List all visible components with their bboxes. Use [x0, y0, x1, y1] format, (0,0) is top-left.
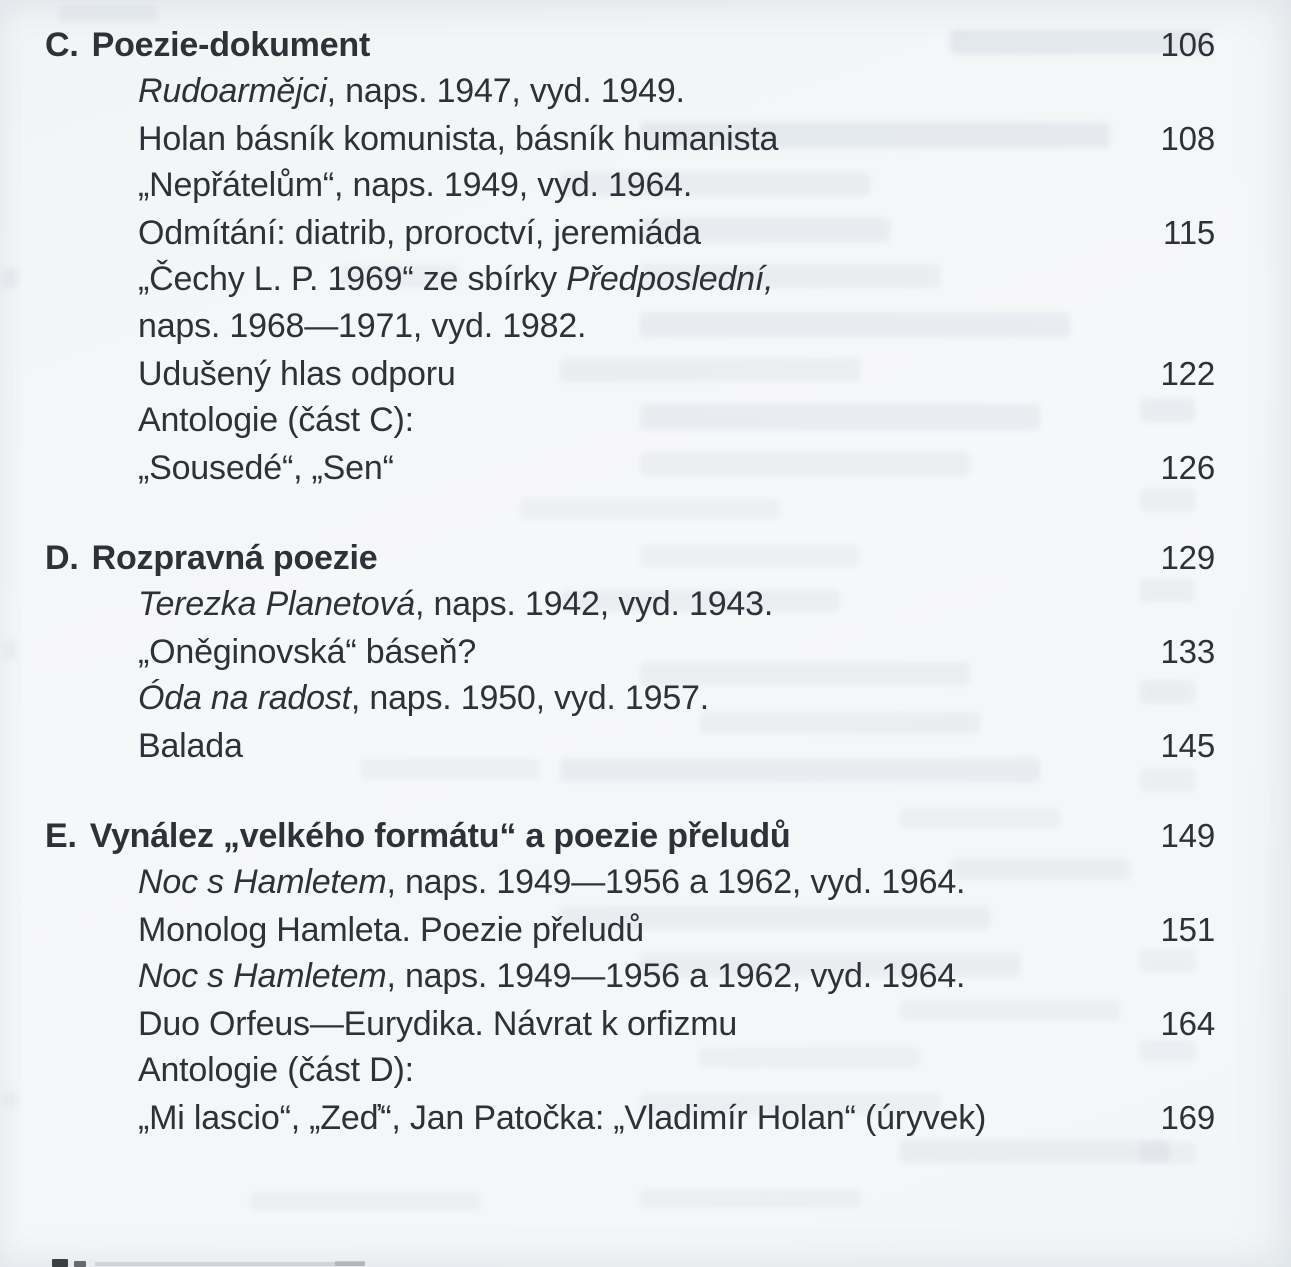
entry-text-segment: Odmítání: diatrib, proroctví, jeremiáda	[138, 214, 701, 252]
entry-text	[45, 907, 1131, 954]
entry-text	[45, 68, 1131, 115]
section-title: Poezie-dokument	[91, 26, 371, 64]
toc-entry	[45, 1047, 1215, 1094]
toc-entry	[45, 906, 1215, 953]
entry-text	[45, 116, 1131, 163]
entry-text	[45, 397, 1131, 444]
entry-text	[45, 351, 1131, 398]
cut-off-text-fragment	[335, 1261, 365, 1266]
section-letter: D.	[45, 539, 79, 577]
section-heading-text	[45, 22, 1131, 69]
page-number: 129	[1160, 539, 1215, 576]
page-number: 145	[1160, 727, 1215, 764]
entry-text-segment: , naps. 1947, vyd. 1949.	[326, 72, 685, 110]
bleed-through-ghost	[900, 1140, 1170, 1162]
page-number: 149	[1160, 817, 1215, 854]
bleed-through-ghost	[1140, 1142, 1195, 1164]
entry-text	[45, 162, 1131, 209]
toc-entry	[45, 444, 1215, 491]
bleed-through-ghost	[2, 640, 18, 660]
entry-text-segment: „Sousedé“, „Sen“	[138, 449, 394, 487]
bleed-through-ghost	[2, 1090, 18, 1110]
page-number: 126	[1160, 449, 1215, 486]
entry-text-segment: Antologie (část D):	[138, 1051, 414, 1089]
bleed-through-ghost	[640, 1190, 860, 1208]
toc-entry	[45, 256, 1215, 303]
toc-entry	[45, 628, 1215, 675]
toc-entry	[45, 350, 1215, 397]
entry-text	[45, 581, 1131, 628]
entry-text-segment: Monolog Hamleta. Poezie přeludů	[138, 911, 644, 949]
section-letter: C.	[45, 26, 79, 64]
page-number: 169	[1160, 1099, 1215, 1136]
entry-text	[45, 675, 1131, 722]
toc-entry	[45, 1000, 1215, 1047]
entry-text-segment: , naps. 1950, vyd. 1957.	[350, 679, 710, 717]
toc-entry	[45, 859, 1215, 906]
cut-off-text-fragment	[95, 1262, 365, 1266]
section-heading	[45, 21, 1215, 68]
bleed-through-ghost	[2, 268, 18, 288]
entry-text-segment: Holan básník komunista, básník humanista	[138, 120, 779, 158]
entry-text-segment: Óda na radost	[138, 679, 351, 717]
toc-entry	[45, 722, 1215, 769]
entry-text-segment: naps. 1968—1971, vyd. 1982.	[138, 307, 587, 345]
toc-section-e	[45, 812, 1215, 1141]
entry-text	[45, 303, 1131, 350]
cut-off-text-fragment	[52, 1259, 68, 1267]
toc-entry	[45, 397, 1215, 444]
entry-text-segment: Antologie (část C):	[138, 401, 414, 439]
entry-text-segment: , naps. 1949—1956 a 1962, vyd. 1964.	[386, 957, 966, 995]
toc	[45, 21, 1215, 1141]
cut-off-text-fragment	[74, 1261, 86, 1267]
entry-text	[45, 210, 1131, 257]
entry-text-segment: Udušený hlas odporu	[138, 355, 456, 393]
entry-text	[45, 445, 1131, 492]
entry-text	[45, 1047, 1131, 1094]
section-heading-text	[45, 535, 1131, 582]
toc-entry	[45, 68, 1215, 115]
section-title: Vynález „velkého formátu“ a poezie přeludů	[89, 817, 791, 855]
bleed-through-ghost	[58, 6, 158, 22]
entry-text	[45, 629, 1131, 676]
entry-text	[45, 1095, 1131, 1142]
entry-text	[45, 1001, 1131, 1048]
entry-text-segment: Duo Orfeus—Eurydika. Návrat k orfizmu	[138, 1005, 738, 1043]
entry-text-segment: , naps. 1942, vyd. 1943.	[414, 585, 774, 623]
section-heading-text	[45, 813, 1131, 860]
entry-text-segment: „Oněginovská“ báseň?	[138, 633, 477, 671]
toc-entry	[45, 581, 1215, 628]
entry-text	[45, 953, 1131, 1000]
entry-text-segment: Noc s Hamletem	[138, 957, 387, 995]
entry-text-segment: , naps. 1949—1956 a 1962, vyd. 1964.	[386, 863, 966, 901]
section-heading	[45, 534, 1215, 581]
entry-text	[45, 859, 1131, 906]
page-number: 106	[1160, 26, 1215, 63]
toc-entry	[45, 303, 1215, 350]
entry-text-segment: „Nepřátelům“, naps. 1949, vyd. 1964.	[138, 166, 693, 204]
page-number: 133	[1160, 633, 1215, 670]
entry-text	[45, 256, 1131, 303]
section-title: Rozpravná poezie	[91, 539, 378, 577]
entry-text-segment: Balada	[138, 727, 243, 765]
toc-entry	[45, 115, 1215, 162]
page-number: 115	[1162, 214, 1215, 251]
entry-text-segment: Rudoarmějci	[138, 72, 327, 110]
entry-text	[45, 723, 1131, 770]
entry-text-segment: „Mi lascio“, „Zeď“, Jan Patočka: „Vladimír Holan“ (úryvek)	[138, 1099, 987, 1137]
section-heading	[45, 812, 1215, 859]
toc-entry	[45, 209, 1215, 256]
toc-entry	[45, 675, 1215, 722]
page-number: 164	[1160, 1005, 1215, 1042]
entry-text-segment: „Čechy L. P. 1969“ ze sbírky	[138, 260, 567, 298]
toc-entry	[45, 162, 1215, 209]
entry-text-segment: Předposlední,	[566, 260, 774, 298]
bleed-through-ghost	[250, 1192, 480, 1210]
toc-section-d	[45, 534, 1215, 769]
entry-text-segment: Noc s Hamletem	[138, 863, 387, 901]
toc-section-c	[45, 21, 1215, 491]
page-number: 151	[1160, 911, 1215, 948]
page-number: 108	[1160, 120, 1215, 157]
entry-text-segment: Terezka Planetová	[138, 585, 415, 623]
toc-entry	[45, 1094, 1215, 1141]
page-number: 122	[1160, 355, 1215, 392]
toc-entry	[45, 953, 1215, 1000]
section-letter: E.	[45, 817, 77, 855]
